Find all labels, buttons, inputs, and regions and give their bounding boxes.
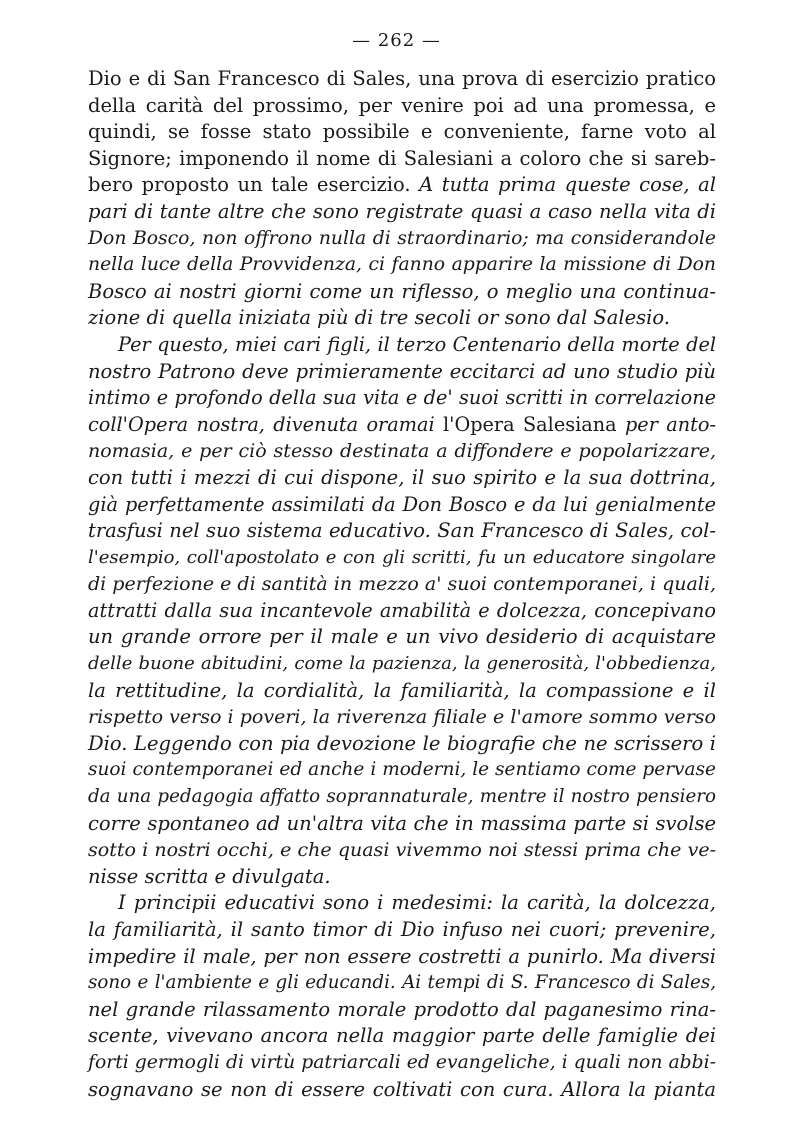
text-line-main: Don Bosco, non offrono nulla di straordinario; ma considerandole <box>88 227 716 249</box>
page-number: — 262 — <box>352 30 441 51</box>
text-line-main: nostro Patrono deve primieramente eccitarci ad uno studio più <box>88 359 716 383</box>
text-line <box>88 1023 716 1050</box>
text-line-main: nomasia, e per ciò stesso destinata a diffondere e popolarizzare, <box>88 440 716 463</box>
text-line <box>88 438 716 465</box>
text-line <box>88 66 716 93</box>
text-line-main: Dio. Leggendo con pia devozione le biografie che ne scrissero i <box>88 731 716 755</box>
text-line <box>88 412 716 439</box>
text-line-main: da una pedagogia affatto soprannaturale, mentre il nostro pensiero <box>88 786 716 808</box>
text-line-main: I principii educativi sono i medesimi: la carità, la dolcezza, <box>118 891 716 915</box>
text-line <box>88 837 716 864</box>
text-line <box>88 545 716 572</box>
text-line <box>88 385 716 412</box>
text-line-main: coll'Opera nostra, divenuta oramai <box>88 412 435 436</box>
text-line <box>88 279 716 306</box>
text-line <box>88 864 716 891</box>
text-line <box>88 651 716 678</box>
text-line <box>88 917 716 944</box>
text-line <box>88 492 716 519</box>
text-line <box>88 970 716 997</box>
text-line <box>88 146 716 173</box>
text-line <box>88 944 716 971</box>
text-line-main: Dio e di San Francesco di Sales, una prova di esercizio pratico <box>88 67 716 90</box>
text-line <box>88 811 716 838</box>
text-line <box>88 678 716 705</box>
text-line-main: forti germogli di virtù patriarcali ed evangeliche, i quali non abbi- <box>88 1051 716 1073</box>
text-line-main: della carità del prossimo, per venire poi ad una promessa, e <box>88 93 716 117</box>
text-line-main: zione di quella iniziata più di tre secoli or sono dal Salesio. <box>88 306 670 330</box>
text-line <box>88 252 716 279</box>
text-line-main: di perfezione e di santità in mezzo a' suoi contemporanei, i quali, <box>88 573 716 596</box>
text-line-main: sotto i nostri occhi, e che quasi vivemmo noi stessi prima che ve- <box>88 839 716 862</box>
text-line <box>88 359 716 386</box>
text-line <box>88 1050 716 1077</box>
text-line-main: scente, vivevano ancora nella maggior parte delle famiglie dei <box>88 1024 716 1048</box>
text-line-main: sognavano se non di essere coltivati con cura. Allora la pianta <box>88 1077 716 1101</box>
text-line-main: nisse scritta e divulgata. <box>88 864 331 888</box>
text-line-main: pari di tante altre che sono registrate quasi a caso nella vita di <box>88 199 716 223</box>
text-line <box>88 997 716 1024</box>
text-line-main: suoi contemporanei ed anche i moderni, le sentiamo come pervase <box>88 759 716 781</box>
text-line-main: la rettitudine, la cordialità, la familiarità, la compassione e il <box>88 678 716 702</box>
text-line <box>88 704 716 731</box>
text-line-main: la familiarità, il santo timor di Dio infuso nei cuori; prevenire, <box>88 918 716 941</box>
text-line-main: quindi, se fosse stato possibile e conveniente, farne voto al <box>88 120 716 144</box>
text-line-main: corre spontaneo ad un'altra vita che in massima parte si svolse <box>88 811 716 835</box>
text-line-main: rispetto verso i poveri, la riverenza filiale e l'amore sommo verso <box>88 706 716 729</box>
text-line-main: impedire il male, per non essere costretti a punirlo. Ma diversi <box>88 944 716 968</box>
text-line <box>88 226 716 253</box>
text-line <box>88 199 716 226</box>
text-line <box>88 890 716 917</box>
text-line-main: già perfettamente assimilati da Don Bosco e da lui genialmente <box>88 492 716 516</box>
text-line-segment: per anto- <box>624 412 716 436</box>
body-text <box>88 66 716 1103</box>
text-line-main: l'esempio, coll'apostolato e con gli scritti, fu un educatore singolare <box>88 546 716 568</box>
text-line <box>88 119 716 146</box>
text-line <box>88 757 716 784</box>
text-line <box>88 571 716 598</box>
text-line-main: Per questo, miei cari figli, il terzo Centenario della morte del <box>118 332 716 356</box>
text-line-main: bero proposto un tale esercizio. <box>88 173 411 197</box>
text-line <box>88 1077 716 1104</box>
text-line <box>88 598 716 625</box>
text-line-main: un grande orrore per il male e un vivo desiderio di acquistare <box>88 625 716 649</box>
text-line-main: sono e l'ambiente e gli educandi. Ai tempi di S. Francesco di Sales, <box>88 972 716 994</box>
text-line <box>88 731 716 758</box>
text-line <box>88 93 716 120</box>
text-line <box>88 624 716 651</box>
text-line-main: nel grande rilassamento morale prodotto dal paganesimo rina- <box>88 997 716 1021</box>
text-line <box>88 784 716 811</box>
text-line-main: Signore; imponendo il nome di Salesiani a coloro che si sareb- <box>88 146 716 170</box>
text-line <box>88 518 716 545</box>
text-line-main: con tutti i mezzi di cui dispone, il suo spirito e la sua dottrina, <box>88 465 716 489</box>
text-line-segment: A tutta prima queste cose, al <box>410 173 716 197</box>
text-line <box>88 332 716 359</box>
text-line <box>88 465 716 492</box>
text-line-main: Bosco ai nostri giorni come un riflesso, o meglio una continua- <box>88 279 716 303</box>
text-line-main: delle buone abitudini, come la pazienza, la generosità, l'obbedienza, <box>88 653 716 675</box>
text-line-main: nella luce della Provvidenza, ci fanno apparire la missione di Don <box>88 254 716 276</box>
text-line-main: trasfusi nel suo sistema educativo. San Francesco di Sales, col- <box>88 519 716 543</box>
text-line-main: attratti dalla sua incantevole amabilità e dolcezza, concepivano <box>88 598 716 622</box>
text-line <box>88 305 716 332</box>
text-line-segment: l'Opera Salesiana <box>434 412 625 436</box>
text-line <box>88 172 716 199</box>
text-line-main: intimo e profondo della sua vita e de' suoi scritti in correlazione <box>88 386 716 410</box>
